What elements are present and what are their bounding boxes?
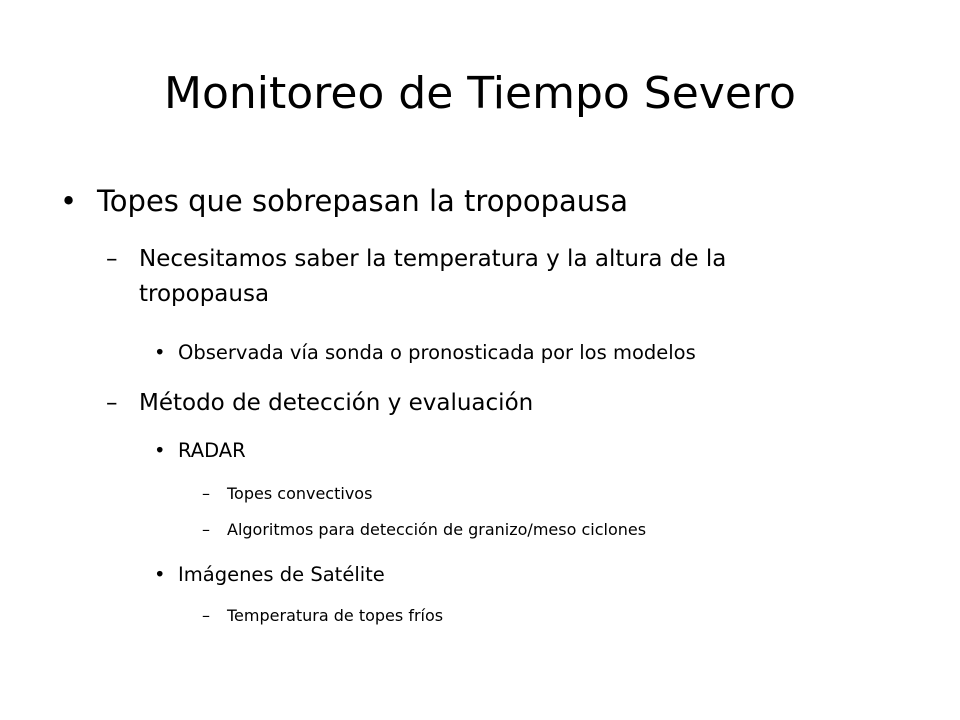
bullet-text-line2: tropopausa (139, 281, 270, 307)
bullet-text: Observada vía sonda o pronosticada por los modelos (178, 341, 696, 364)
bullet-marker: • (60, 184, 78, 218)
bullet-level3 (154, 560, 914, 590)
bullet-level2 (106, 386, 926, 421)
bullet-level3 (154, 436, 914, 466)
bullet-text: RADAR (178, 439, 246, 462)
dash-marker: – (106, 246, 118, 272)
bullet-level4 (202, 603, 922, 629)
bullet-text: Topes que sobrepasan la tropopausa (97, 184, 629, 218)
bullet-level3 (154, 338, 914, 368)
bullet-level1 (60, 181, 920, 221)
dash-marker: – (202, 484, 210, 503)
bullet-level2 (106, 242, 926, 312)
bullet-text: Algoritmos para detección de granizo/meso ciclones (227, 520, 647, 539)
bullet-text: Topes convectivos (227, 484, 373, 503)
bullet-text: Temperatura de topes fríos (227, 606, 444, 625)
bullet-level4 (202, 517, 922, 543)
bullet-level4 (202, 481, 922, 507)
dash-marker: – (106, 390, 118, 416)
slide-title: Monitoreo de Tiempo Severo (164, 68, 796, 119)
bullet-text: Imágenes de Satélite (178, 563, 385, 586)
bullet-marker: • (154, 439, 166, 462)
bullet-marker: • (154, 563, 166, 586)
dash-marker: – (202, 520, 210, 539)
bullet-marker: • (154, 341, 166, 364)
dash-marker: – (202, 606, 210, 625)
bullet-text-line1: Necesitamos saber la temperatura y la altura de la (139, 246, 727, 272)
bullet-text: Método de detección y evaluación (139, 390, 534, 416)
